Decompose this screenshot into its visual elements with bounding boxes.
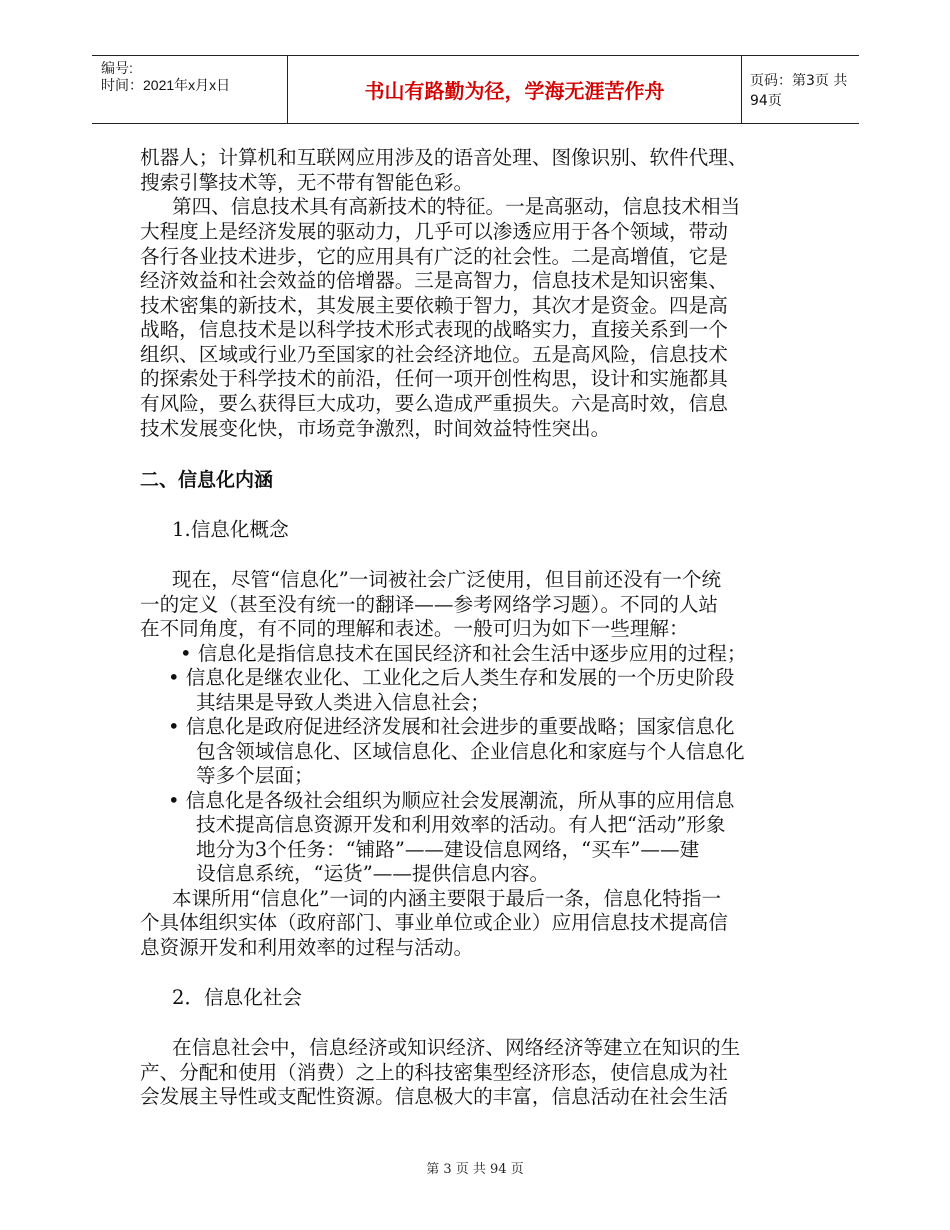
page-header xyxy=(92,55,859,124)
header-meta xyxy=(92,56,287,123)
bullet-item: • 信息化是各级社会组织为顺应社会发展潮流，所从事的应用信息 xyxy=(168,789,735,812)
body-line: 有风险，要么获得巨大成功，要么造成严重损失。六是高时效，信息 xyxy=(140,392,728,415)
body-line: 技术发展变化快，市场竞争激烈，时间效益特性突出。 xyxy=(140,417,611,440)
header-page-info: 页码：第3页 共94页 xyxy=(750,72,848,109)
body-line: 各行各业技术进步，它的应用具有广泛的社会性。二是高增值，它是 xyxy=(140,245,728,268)
body-line: 在信息社会中，信息经济或知识经济、网络经济等建立在知识的生 xyxy=(172,1036,741,1059)
body-line: 产、分配和使用（消费）之上的科技密集型经济形态，使信息成为社 xyxy=(140,1061,728,1084)
body-line: 战略，信息技术是以科学技术形式表现的战略实力，直接关系到一个 xyxy=(140,318,728,341)
body-line: 本课所用“信息化”一词的内涵主要限于最后一条，信息化特指一 xyxy=(172,887,722,910)
body-line: 第四、信息技术具有高新技术的特征。一是高驱动，信息技术相当 xyxy=(172,195,741,218)
bullet-continuation: 等多个层面； xyxy=(196,764,314,787)
body-line: 现在，尽管“信息化”一词被社会广泛使用，但目前还没有一个统 xyxy=(172,568,722,591)
body-line: 组织、区域或行业乃至国家的社会经济地位。五是高风险，信息技术 xyxy=(140,343,728,366)
bullet-item: • 信息化是政府促进经济发展和社会进步的重要战略；国家信息化 xyxy=(168,715,735,738)
bullet-continuation: 其结果是导致人类进入信息社会； xyxy=(196,691,490,714)
body-line: 搜索引擎技术等，无不带有智能色彩。 xyxy=(140,171,474,194)
bullet-continuation: 技术提高信息资源开发和利用效率的活动。有人把“活动”形象 xyxy=(196,813,726,836)
body-line: 大程度上是经济发展的驱动力，几乎可以渗透应用于各个领域，带动 xyxy=(140,220,728,243)
body-line: 的探索处于科学技术的前沿，任何一项开创性构思，设计和实施都具 xyxy=(140,367,728,390)
body-line: 在不同角度，有不同的理解和表述。一般可归为如下一些理解： xyxy=(140,617,689,640)
document-number-label: 编号: xyxy=(101,60,133,76)
body-line: 经济效益和社会效益的倍增器。三是高智力，信息技术是知识密集、 xyxy=(140,269,728,292)
bullet-item: • 信息化是继农业化、工业化之后人类生存和发展的一个历史阶段 xyxy=(168,666,735,689)
document-time-label: 时间：2021年x月x日 xyxy=(101,77,231,93)
section-heading: 二、信息化内涵 xyxy=(140,469,274,491)
body-line: 一的定义（甚至没有统一的翻译——参考网络学习题）。不同的人站 xyxy=(140,593,719,616)
bullet-continuation: 包含领域信息化、区域信息化、企业信息化和家庭与个人信息化 xyxy=(196,740,745,763)
bullet-continuation: 地分为3个任务：“铺路”——建设信息网络，“买车”——建 xyxy=(196,838,700,861)
bullet-item: • 信息化是指信息技术在国民经济和社会生活中逐步应用的过程； xyxy=(180,642,747,665)
subsection-heading: 1.信息化概念 xyxy=(172,518,289,541)
body-line: 机器人；计算机和互联网应用涉及的语音处理、图像识别、软件代理、 xyxy=(140,146,748,169)
body-line: 技术密集的新技术，其发展主要依赖于智力，其次才是资金。四是高 xyxy=(140,294,728,317)
body-line: 会发展主导性或支配性资源。信息极大的丰富，信息活动在社会生活 xyxy=(140,1085,728,1108)
body-line: 个具体组织实体（政府部门、事业单位或企业）应用信息技术提高信 xyxy=(140,911,728,934)
bullet-continuation: 设信息系统，“运货”——提供信息内容。 xyxy=(196,862,550,885)
body-line: 息资源开发和利用效率的过程与活动。 xyxy=(140,936,474,959)
subsection-heading: 2．信息化社会 xyxy=(172,986,303,1009)
header-motto: 书山有路勤为径，学海无涯苦作舟 xyxy=(287,56,742,123)
page-footer: 第 3 页 共 94 页 xyxy=(426,1162,524,1177)
